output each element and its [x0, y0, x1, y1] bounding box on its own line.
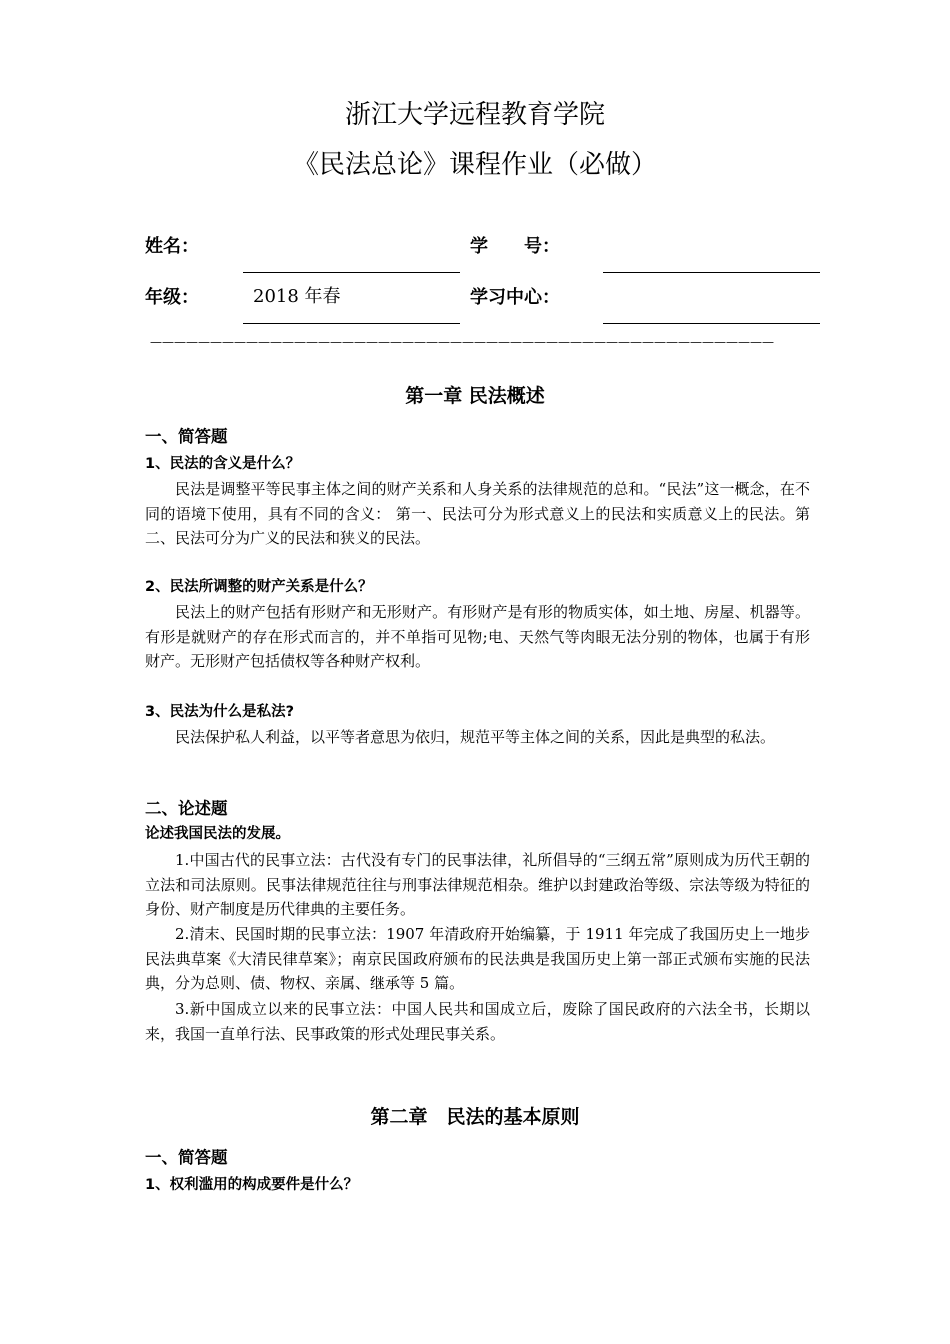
question-2-answer: 民法上的财产包括有形财产和无形财产。有形财产是有形的物质实体，如土地、房屋、机器等。有形是就财产的存在形式而言的，并不单指可见物;电、天然气等肉眼无法分别的物体，也属于有形财产。无形财产包括债权等各种财产权利。 [145, 603, 810, 671]
center-label: 学习中心： [470, 287, 560, 308]
question-3-answer: 民法保护私人利益，以平等者意思为依归，规范平等主体之间的关系，因此是典型的私法。 [175, 728, 776, 746]
chapter2-question-1-title: 1、权利滥用的构成要件是什么？ [145, 1177, 359, 1193]
chapter1-section2-title: 二、论述题 [145, 799, 228, 818]
grade-value: 2018 年春 [253, 286, 341, 307]
name-label: 姓名： [145, 236, 199, 257]
chapter2-section1-title: 一、简答题 [145, 1148, 228, 1167]
course-title: 《民法总论》课程作业（必做） [292, 150, 657, 180]
essay-title: 论述我国民法的发展。 [145, 826, 290, 842]
question-1-title: 1、民法的含义是什么？ [145, 456, 301, 472]
dashed-divider: ———————————————————————————————————————————————————— [150, 336, 774, 348]
question-3-title: 3、民法为什么是私法? [145, 704, 294, 720]
essay-paragraph-1: 1.中国古代的民事立法：古代没有专门的民事法律，礼所倡导的“三纲五常”原则成为历代王朝的立法和司法原则。民事法律规范往往与刑事法律规范相杂。维护以封建政治等级、宗法等级为特征的身份、财产制度是历代律典的主要任务。 [145, 851, 810, 919]
chapter1-section1-title: 一、简答题 [145, 427, 228, 446]
grade-label: 年级： [145, 287, 199, 308]
student-id-underline [603, 272, 820, 273]
essay-paragraph-3: 3.新中国成立以来的民事立法：中国人民共和国成立后，废除了国民政府的六法全书，长期以来，我国一直单行法、民事政策的形式处理民事关系。 [145, 1000, 810, 1043]
question-1-answer: 民法是调整平等民事主体之间的财产关系和人身关系的法律规范的总和。“民法”这一概念，在不同的语境下使用，具有不同的含义： 第一、民法可分为形式意义上的民法和实质意义上的民法。第二、民法可分为广义的民法和狭义的民法。 [145, 480, 810, 548]
grade-underline [243, 323, 460, 324]
chapter1-title: 第一章 民法概述 [405, 385, 545, 407]
question-2-title: 2、民法所调整的财产关系是什么？ [145, 579, 373, 595]
chapter2-title: 第二章 民法的基本原则 [370, 1106, 580, 1128]
essay-paragraph-2: 2.清末、民国时期的民事立法：1907 年清政府开始编纂，于 1911 年完成了我国历史上一地步民法典草案《大清民律草案》；南京民国政府颁布的民法典是我国历史上第一部正式颁布实施的民法典，分为总则、债、物权、亲属、继承等 5 篇。 [145, 925, 810, 993]
institution-title: 浙江大学远程教育学院 [344, 100, 605, 130]
student-id-label: 学 号： [470, 236, 560, 257]
name-underline [243, 272, 460, 273]
center-underline [603, 323, 820, 324]
